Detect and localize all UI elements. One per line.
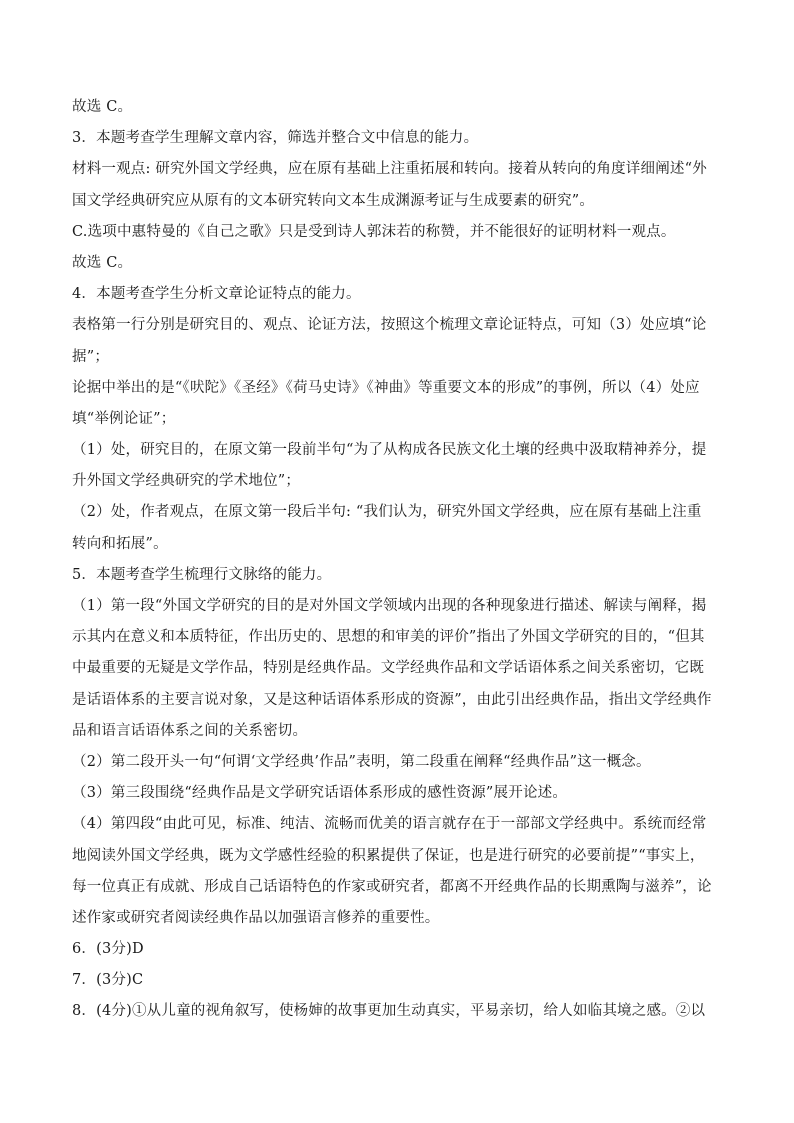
text-line: 中最重要的无疑是文学作品，特别是经典作品。文学经典作品和文学话语体系之间关系密切，它既	[72, 660, 705, 677]
answer-7: 7．(3分)C	[72, 972, 144, 989]
text-line: C.选项中惠特曼的《自己之歌》只是受到诗人郭沫若的称赞，并不能很好的证明材料一观点。	[72, 223, 676, 240]
text-line: 填“举例论证”；	[72, 410, 176, 427]
question-4-heading: 4．本题考查学生分析文章论证特点的能力。	[72, 286, 361, 303]
text-line: 材料一观点: 研究外国文学经典，应在原有基础上注重拓展和转向。接着从转向的角度详细阐述“外	[72, 161, 707, 178]
text-line: 品和语言话语体系之间的关系密切。	[72, 722, 308, 739]
text-line: 地阅读外国文学经典，既为文学感性经验的积累提供了保证，也是进行研究的必要前提”“事实上，	[72, 847, 705, 864]
text-line: 述作家或研究者阅读经典作品以加强语言修养的重要性。	[72, 909, 440, 926]
question-3-heading: 3．本题考查学生理解文章内容，筛选并整合文中信息的能力。	[72, 130, 479, 147]
text-line: 是话语体系的主要言说对象，又是这种话语体系形成的资源”，由此引出经典作品，指出文学经典作	[72, 691, 712, 708]
answer-8: 8．(4分)①从儿童的视角叙写，使杨婶的故事更加生动真实，平易亲切，给人如临其境之感。②以	[72, 1003, 706, 1020]
text-line: （1）第一段“外国文学研究的目的是对外国文学领域内出现的各种现象进行描述、解读与阐释，揭	[72, 598, 707, 614]
text-line: 论据中举出的是“《吠陀》《圣经》《荷马史诗》《神曲》等重要文本的形成”的事例，所以（4）处应	[72, 379, 700, 396]
text-line: 表格第一行分别是研究目的、观点、论证方法，按照这个梳理文章论证特点，可知（3）处应填“论	[72, 317, 707, 334]
text-line: 转向和拓展”。	[72, 535, 168, 552]
text-line: （2）处，作者观点，在原文第一段后半句: “我们认为，研究外国文学经典，应在原有基础上注重	[72, 504, 702, 521]
text-line: 国文学经典研究应从原有的文本研究转向文本生成渊源考证与生成要素的研究”。	[72, 192, 595, 209]
question-5-heading: 5．本题考查学生梳理行文脉络的能力。	[72, 566, 332, 583]
text-line: （1）处，研究目的，在原文第一段前半句“为了从构成各民族文化土壤的经典中汲取精神养分，提	[72, 442, 707, 459]
document-body	[72, 92, 722, 1028]
text-line: 升外国文学经典研究的学术地位”；	[72, 473, 301, 490]
text-line: 示其内在意义和本质特征，作出历史的、思想的和审美的评价”指出了外国文学研究的目的，“但其	[72, 629, 705, 646]
text-line: （3）第三段围绕“经典作品是文学研究话语体系形成的感性资源”展开论述。	[72, 785, 568, 802]
text-line: 据”；	[72, 348, 110, 365]
text-line: 故选 C。	[72, 99, 133, 115]
text-line: 故选 C。	[72, 254, 133, 271]
text-line: 每一位真正有成就、形成自己话语特色的作家或研究者，都离不开经典作品的长期熏陶与滋养”，论	[72, 878, 712, 895]
text-line: （4）第四段“由此可见，标准、纯洁、流畅而优美的语言就存在于一部部文学经典中。系统而经常	[72, 816, 707, 833]
text-line: （2）第二段开头一句“何谓‘文学经典’作品”表明，第二段重在阐释“经典作品”这一概念。	[72, 753, 651, 770]
answer-6: 6．(3分)D	[72, 941, 144, 958]
